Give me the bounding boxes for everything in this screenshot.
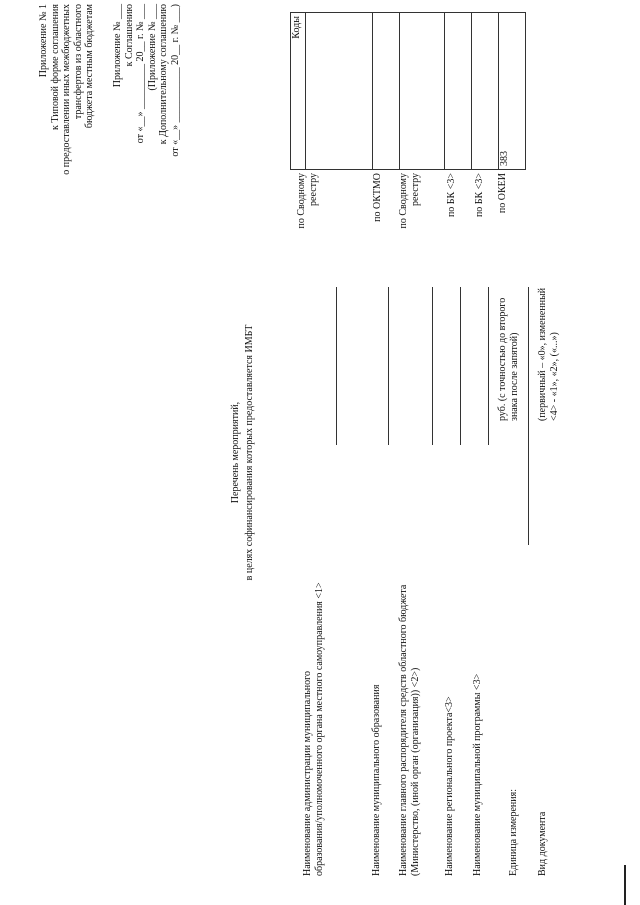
doctype-value-1: (первичный – «0», измененный [537, 287, 548, 421]
fill-line-program [488, 287, 489, 445]
row-municipality-label: Наименование муниципального образования [371, 684, 382, 876]
page-title: Перечень мероприятий, [230, 401, 241, 504]
appendix-block [38, 4, 96, 175]
code-cell-svod-2[interactable] [400, 13, 445, 170]
fill-line-regional [460, 287, 461, 445]
row-admin-label-1: Наименование администрации муниципального [302, 671, 313, 876]
appendix-line: от «__» ___________ 20__ г. № ___) [169, 4, 181, 157]
codes-header: Коды [291, 13, 306, 170]
code-label-svod-1: по Сводному реестру [296, 173, 319, 229]
row-distributor-label-2: (Министерство, (иной орган (организация)) <2>) [410, 667, 421, 876]
fill-line-unit [528, 287, 529, 545]
appendix-line: трансфертов из областного [72, 4, 84, 120]
appendix-line: к Типовой форме соглашения [49, 4, 61, 130]
row-unit-label: Единица измерения: [508, 789, 519, 876]
appendix-line: Приложение № ___ [112, 4, 123, 88]
footnote-rule [624, 865, 626, 905]
doctype-value-2: <4> - «1», «2», («...») [549, 332, 560, 421]
appendix-line: (Приложение № ___ [146, 4, 158, 91]
appendix-line: к Дополнительному соглашению [158, 4, 169, 145]
code-label-okei: по ОКЕИ [497, 173, 508, 214]
unit-value-2: знака после запятой) [509, 332, 520, 421]
appendix-line: от «__» _________ 20__ г. № ___ [135, 4, 146, 144]
code-cell-svod-1[interactable] [306, 13, 373, 170]
row-doctype-label: Вид документа [537, 811, 548, 876]
appendix-line: к Соглашению [123, 4, 135, 67]
row-distributor-label-1: Наименование главного распорядителя средств областного бюджета [398, 584, 409, 876]
code-cell-bk-2[interactable] [472, 13, 499, 170]
fill-line-admin [336, 287, 337, 445]
code-cell-bk-1[interactable] [445, 13, 472, 170]
fill-line-distributor [432, 287, 433, 445]
row-municipal-program-label: Наименование муниципальной программы <3> [472, 673, 483, 876]
appendix-line: о предоставлении иных межбюджетных [61, 4, 72, 175]
code-label-svod-2: по Сводному реестру [398, 173, 421, 229]
row-admin-label-2: образования/уполномоченного органа местного самоуправления <1> [314, 582, 325, 876]
page-subtitle: в целях софинансирования которых предоставляется ИМБТ [244, 324, 255, 581]
code-cell-okei[interactable]: 383 [499, 13, 526, 170]
code-cell-oktmo[interactable] [373, 13, 400, 170]
unit-value-1: руб. (с точностью до второго [497, 297, 508, 421]
codes-table [290, 12, 526, 170]
row-regional-project-label: Наименование регионального проекта<3> [444, 696, 455, 876]
appendix-agreement-block [112, 4, 181, 157]
code-label-bk-2: по БК <3> [474, 173, 485, 218]
code-label-oktmo: по ОКТМО [372, 173, 383, 222]
code-label-bk-1: по БК <3> [446, 173, 457, 218]
appendix-line: Приложение № 1 [38, 4, 49, 78]
fill-line-municipality [388, 287, 389, 445]
appendix-line: бюджета местным бюджетам [84, 4, 95, 129]
